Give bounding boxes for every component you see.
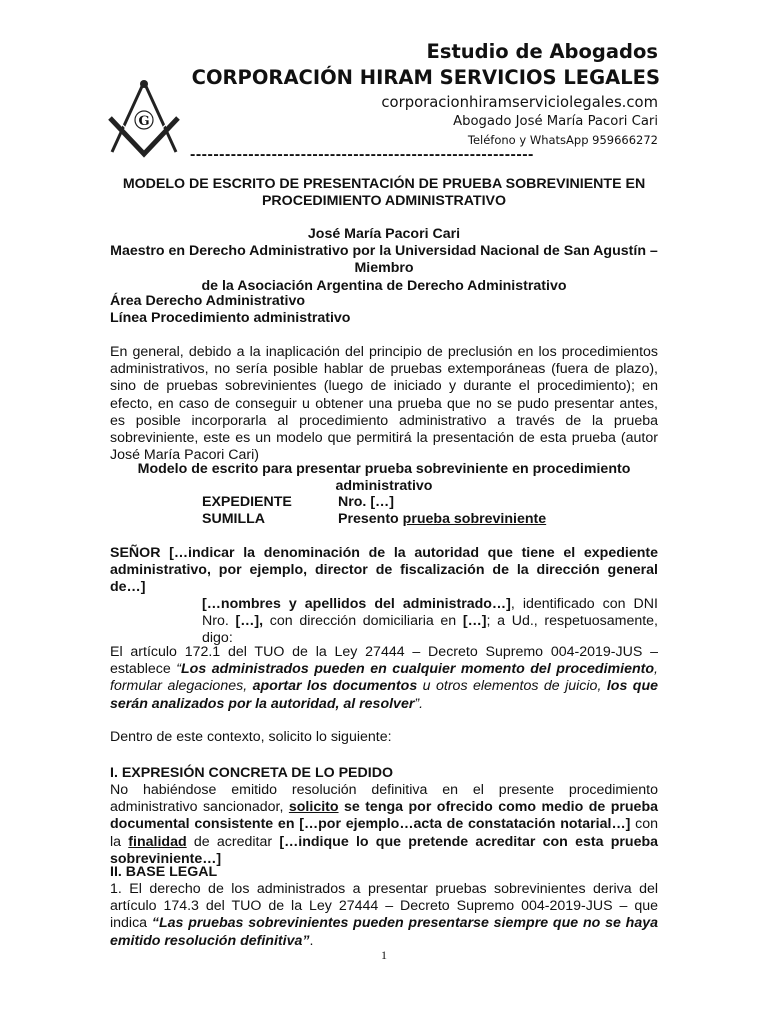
- section2-text-2: .: [309, 932, 314, 949]
- author-name: José María Pacori Cari: [307, 226, 461, 242]
- section1-heading: I. EXPRESIÓN CONCRETA DE LO PEDIDO: [110, 765, 393, 781]
- lawyer-name: Abogado José María Pacori Cari: [453, 114, 658, 129]
- party-name: […nombres y apellidos del administrado…]: [202, 596, 511, 612]
- quote-open: “: [176, 661, 181, 678]
- party-text-3: ; a Ud., respetuosamente, digo:: [202, 613, 658, 647]
- context-line: Dentro de este contexto, solicito lo siguiente:: [110, 729, 392, 745]
- title-line-2: PROCEDIMIENTO ADMINISTRATIVO: [261, 193, 507, 210]
- section2-text-1: 1. El derecho de los administrados a presentar pruebas sobrevinientes deriva del artículo 174.3 del TUO de la Ley 27444 – Decreto Supremo 004-2019-JUS – que indica: [110, 881, 658, 932]
- sumilla-prefix: Presento: [338, 511, 403, 527]
- expediente-label: EXPEDIENTE: [202, 494, 292, 510]
- article-intro: El artículo 172.1 del TUO de la Ley 27444 – Decreto Supremo 004-2019-JUS – establece: [110, 644, 658, 678]
- party-paragraph: [202, 596, 658, 648]
- quote-part-5: los que serán analizados por la autoridad, al resolver: [110, 678, 659, 712]
- section1-paragraph: [110, 782, 658, 868]
- letterhead-separator: -----------------------------------------------------------: [190, 146, 534, 163]
- finalidad-word: finalidad: [128, 833, 187, 850]
- sumilla-label: SUMILLA: [202, 511, 266, 527]
- quote-part-2: , formular alegaciones,: [110, 661, 658, 695]
- expediente-value: Nro. […]: [338, 494, 394, 510]
- party-address: […]: [462, 613, 487, 630]
- section1-text-4: de acreditar: [186, 833, 280, 850]
- expediente-row: [202, 494, 658, 511]
- author-credentials-2: de la Asociación Argentina de Derecho Administrativo: [201, 277, 567, 294]
- quote-close: ”.: [414, 695, 424, 712]
- model-heading: Modelo de escrito para presentar prueba sobreviniente en procedimiento administrativo: [137, 461, 631, 495]
- section2-quote: “Las pruebas sobrevinientes pueden presentarse siempre que no se haya emitido resolución definitiva”: [110, 915, 659, 949]
- author-credentials-1: Maestro en Derecho Administrativo por la Universidad Nacional de San Agustín – Miembro: [110, 243, 658, 277]
- party-text-2: con dirección domiciliaria en: [263, 613, 463, 630]
- addressee: SEÑOR […indicar la denominación de la autoridad que tiene el expediente administrativo, por ejemplo, director de fiscalización de la dirección general de…]: [110, 545, 658, 596]
- section1-text-5: […indique lo que pretende acreditar con esta prueba sobreviniente…]: [110, 833, 659, 867]
- quote-part-3: aportar los documentos: [252, 678, 418, 695]
- section1-text-1: No habiéndose emitido resolución definitiva en el presente procedimiento administrativo sancionador,: [110, 782, 658, 816]
- line-label: Línea Procedimiento administrativo: [110, 310, 351, 327]
- article-paragraph: [110, 644, 658, 713]
- party-text-1: , identificado con DNI Nro.: [202, 596, 658, 630]
- author-block: [110, 226, 658, 295]
- masonic-square-compass-icon: [104, 78, 184, 160]
- quote-part-4: u otros elementos de juicio,: [417, 678, 607, 695]
- section2-paragraph: [110, 881, 658, 950]
- firm-name: CORPORACIÓN HIRAM SERVICIOS LEGALES: [191, 66, 660, 89]
- intro-paragraph: En general, debido a la inaplicación del principio de preclusión en los procedimientos administrativos, no sería posible hablar de pruebas extemporáneas (fuera de plazo), sino de pruebas sobrevinientes (luego de iniciado y durante el procedimiento); en efecto, en caso de conseguir u obtener una prueba que no se pudo presentar antes, es posible incorporarla al procedimiento administrativo a través de la prueba sobreviniente, este es un modelo que permitirá la presentación de esta prueba (autor José María Pacori Cari): [110, 344, 658, 464]
- logo-letter: G: [138, 114, 150, 129]
- sumilla-row: [202, 511, 658, 528]
- page-number: 1: [381, 948, 387, 962]
- firm-type: Estudio de Abogados: [426, 40, 658, 63]
- quote-part-1: Los administrados pueden en cualquier momento del procedimiento: [181, 661, 655, 678]
- phone-number: Teléfono y WhatsApp 959666272: [467, 133, 658, 147]
- section1-text-3: con la: [110, 816, 658, 850]
- classification: [110, 293, 658, 327]
- party-dni: […],: [235, 613, 264, 630]
- firm-website: corporacionhiramserviciolegales.com: [381, 94, 658, 111]
- section1-text-2: se tenga por ofrecido como medio de prueba documental consistente en […por ejemplo…acta de constatación notarial…]: [110, 799, 658, 833]
- solicito-word: solicito: [288, 799, 339, 816]
- sumilla-value: prueba sobreviniente: [402, 511, 547, 527]
- section2-heading: II. BASE LEGAL: [110, 864, 218, 880]
- document-title: [110, 176, 658, 210]
- area-label: Área Derecho Administrativo: [110, 293, 306, 309]
- title-line-1: MODELO DE ESCRITO DE PRESENTACIÓN DE PRUEBA SOBREVINIENTE EN: [122, 176, 646, 192]
